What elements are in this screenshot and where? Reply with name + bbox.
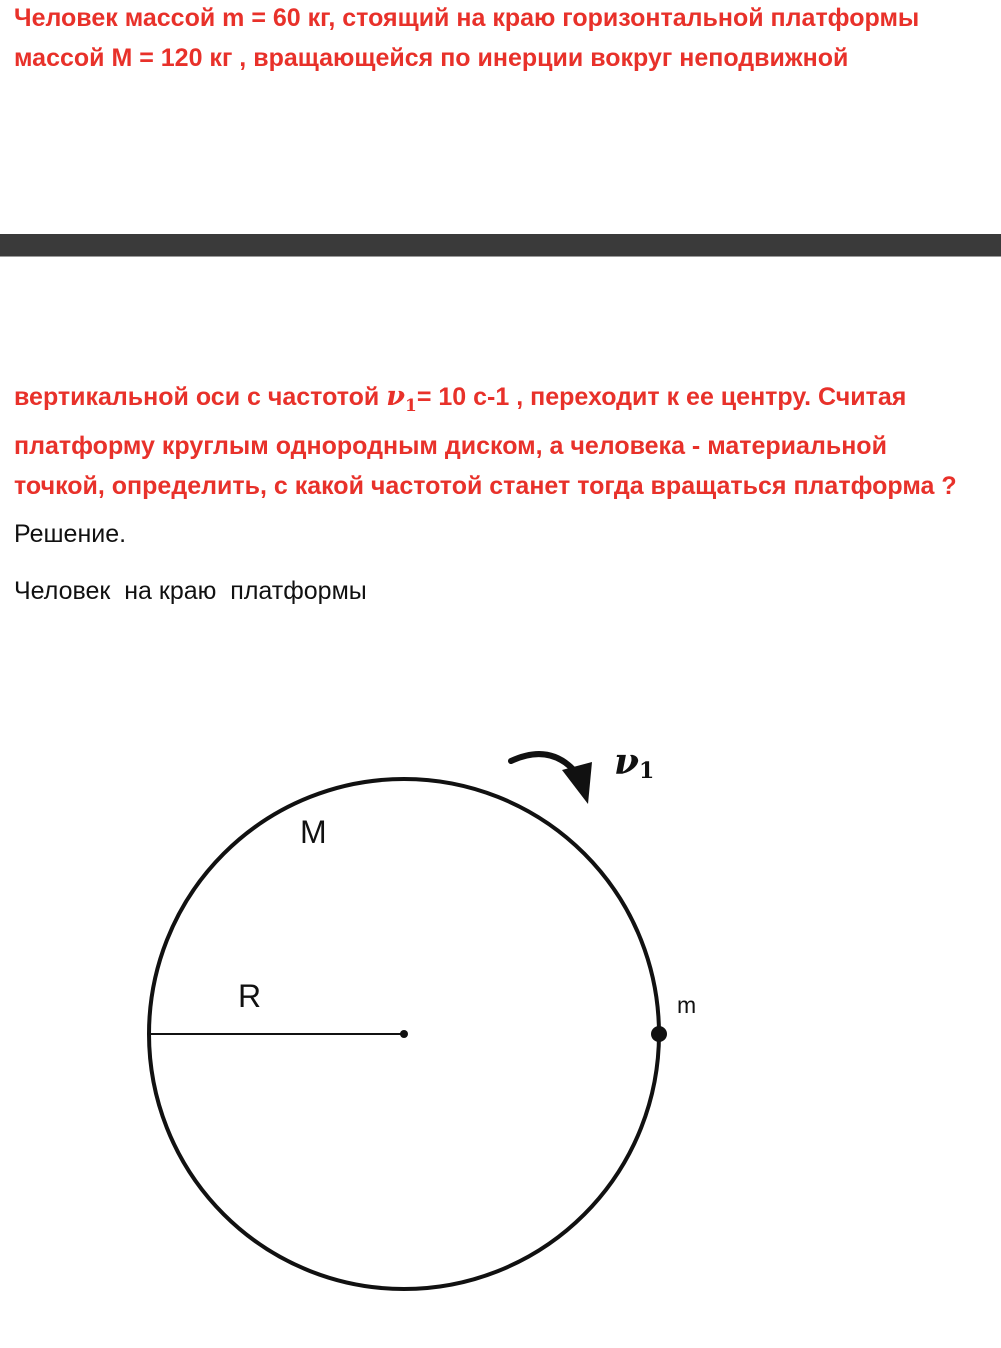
label-R: R	[238, 978, 262, 1014]
problem-statement-part1	[14, 0, 999, 78]
problem-statement-part2	[14, 377, 999, 506]
nu-subscript: 1	[404, 396, 417, 416]
label-nu-sub: 1	[638, 758, 655, 784]
platform-diagram	[0, 700, 1001, 1340]
problem-line-5: точкой, определить, с какой частотой станет тогда вращаться платформа ?	[14, 472, 957, 500]
problem-line-2: массой M = 120 кг , вращающейся по инерции вокруг неподвижной	[14, 44, 849, 72]
problem-line-3-end: = 10 с-1 , переходит к ее центру. Считая	[416, 383, 907, 411]
label-nu: ν	[614, 741, 639, 783]
solution-text: Человек на краю платформы	[14, 577, 367, 605]
nu-symbol: ν	[386, 381, 405, 412]
problem-line-4: платформу круглым однородным диском, а человека - материальной	[14, 432, 887, 460]
frequency-symbol	[386, 381, 417, 416]
page-divider	[0, 234, 1001, 257]
label-m: m	[677, 992, 697, 1018]
problem-line-1: Человек массой m = 60 кг, стоящий на краю горизонтальной платформы	[14, 4, 920, 32]
person-point	[651, 1026, 667, 1042]
problem-line-3	[14, 377, 999, 426]
rotation-arrowhead-icon	[562, 762, 592, 804]
label-M: M	[300, 814, 327, 850]
solution-heading: Решение.	[14, 520, 127, 548]
label-nu1	[614, 741, 654, 784]
problem-line-3-start: вертикальной оси с частотой	[14, 383, 387, 411]
center-point	[400, 1030, 408, 1038]
